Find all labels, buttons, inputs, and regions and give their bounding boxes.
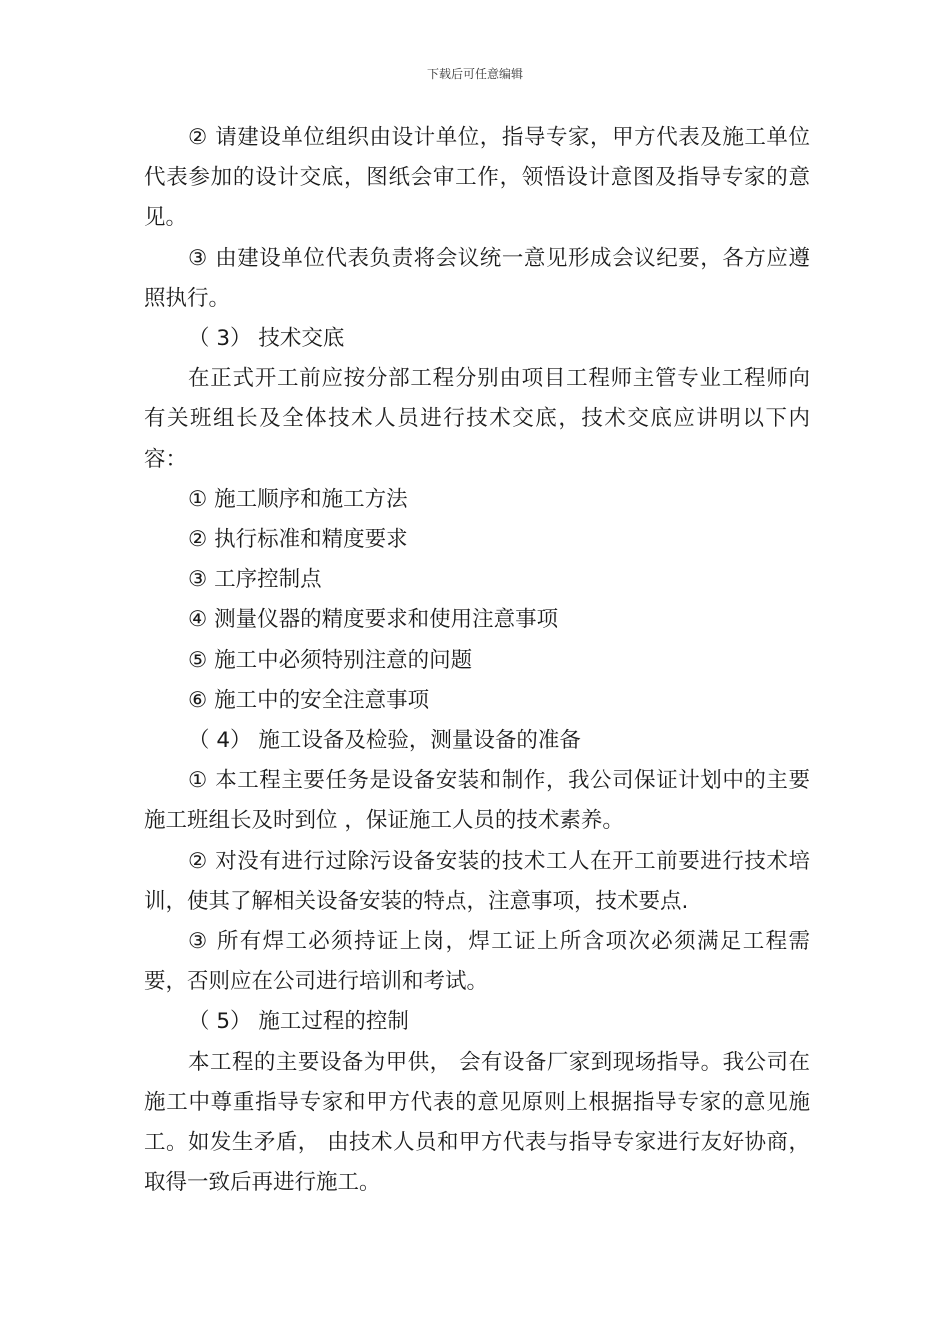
list-item-special-attention: ⑤ 施工中必须特别注意的问题	[188, 647, 473, 673]
paragraph-technical-briefing-intro: 在正式开工前应按分部工程分别由项目工程师主管专业工程师向有关班组长及全体技术人员进行技术交底，技术交底应讲明以下内容：	[144, 366, 810, 472]
section-heading-equipment-preparation: （ 4） 施工设备及检验，测量设备的准备	[188, 728, 581, 754]
list-item-instrument-precision: ④ 测量仪器的精度要求和使用注意事项	[188, 607, 559, 633]
paragraph-main-tasks: ① 本工程主要任务是设备安装和制作，我公司保证计划中的主要施工班组长及时到位 ，保证施工人员的技术素养。	[144, 768, 810, 834]
paragraph-welder-certification: ③ 所有焊工必须持证上岗，焊工证上所含项次必须满足工程需要，否则应在公司进行培训和考试。	[144, 929, 810, 995]
list-item-safety: ⑥ 施工中的安全注意事项	[188, 687, 430, 713]
list-item-process-control: ③ 工序控制点	[188, 567, 322, 593]
paragraph-process-control: 本工程的主要设备为甲供， 会有设备厂家到现场指导。我公司在施工中尊重指导专家和甲方代表的意见原则上根据指导专家的意见施工。如发生矛盾， 由技术人员和甲方代表与指导专家进行友好协商， 取得一致后再进行施工。	[144, 1049, 810, 1196]
paragraph-design-briefing: ② 请建设单位组织由设计单位，指导专家，甲方代表及施工单位代表参加的设计交底，图纸会审工作，领悟设计意图及指导专家的意见。	[144, 125, 810, 231]
document-body	[144, 118, 810, 1203]
list-item-construction-sequence: ① 施工顺序和施工方法	[188, 486, 408, 512]
paragraph-worker-training: ② 对没有进行过除污设备安装的技术工人在开工前要进行技术培训，使其了解相关设备安装的特点，注意事项，技术要点.	[144, 848, 810, 914]
paragraph-meeting-minutes: ③ 由建设单位代表负责将会议统一意见形成会议纪要，各方应遵照执行。	[144, 245, 810, 311]
list-item-standards-precision: ② 执行标准和精度要求	[188, 527, 408, 553]
section-heading-process-control: （ 5） 施工过程的控制	[188, 1009, 409, 1035]
page-header: 下载后可任意编辑	[426, 67, 523, 81]
section-heading-technical-briefing: （ 3） 技术交底	[188, 326, 345, 352]
